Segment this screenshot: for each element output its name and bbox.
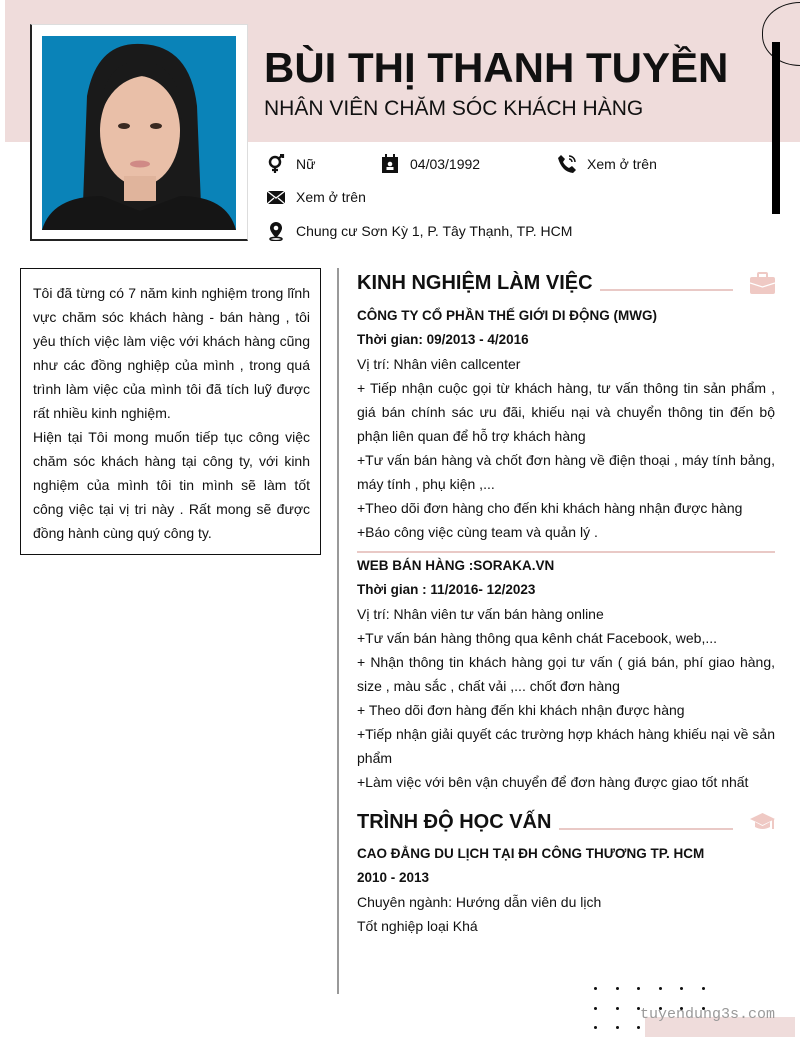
job-line: + Nhận thông tin khách hàng gọi tư vấn ( giá bán, phí giao hàng, size , màu sắc , chất vải ,... chốt đơn hàng xyxy=(357,654,775,694)
heading-rule xyxy=(600,289,733,291)
gender-icon xyxy=(266,154,286,174)
decor-dot xyxy=(616,1026,619,1029)
summary-paragraph: Hiện tại Tôi mong muốn tiếp tục công việc chăm sóc khách hàng tại công ty, với kinh nghiệm của mình tôi tin mình sẽ làm tốt công việc tại vị tri này . Rất mong sẽ được đồng hành cùng quý công ty. xyxy=(33,429,310,541)
study-years: 2010 - 2013 xyxy=(357,870,430,885)
job-line: Vị trí: Nhân viên callcenter xyxy=(357,356,521,372)
decor-dot xyxy=(702,987,705,990)
job-line: +Làm việc với bên vận chuyển để đơn hàng được giao tốt nhất xyxy=(357,774,749,790)
phone-row xyxy=(557,154,657,174)
email-value: Xem ở trên xyxy=(296,189,366,205)
job-line: + Tiếp nhận cuộc gọi từ khách hàng, tư vấn thông tin sản phẩm , giá bán chính sác ưu đãi, khiếu nại và chuyển thông tin đến bộ phận liên quan để hỗ trợ khách hàng xyxy=(357,380,775,444)
job-line: +Báo công việc cùng team và quản lý . xyxy=(357,524,598,540)
decor-dot xyxy=(616,987,619,990)
birthday-value: 04/03/1992 xyxy=(410,156,481,172)
location-pin-icon xyxy=(266,221,286,241)
summary-paragraph: Tôi đã từng có 7 năm kinh nghiệm trong lĩnh vực chăm sóc khách hàng - bán hàng , tôi yêu thích việc làm việc với khách hàng cũng như các đồng nghiệp của mình , trong quá trình làm việc của mình tôi đã tích luỹ được rất nhiều kinh nghiệm. xyxy=(33,285,310,421)
decor-dot xyxy=(659,987,662,990)
grade: Tốt nghiệp loại Khá xyxy=(357,918,478,934)
job-line: +Tư vấn bán hàng thông qua kênh chát Facebook, web,... xyxy=(357,630,718,646)
job-line: +Tư vấn bán hàng và chốt đơn hàng về điện thoại , máy tính bảng, máy tính , phụ kiện ,... xyxy=(357,452,775,492)
job-line: Vị trí: Nhân viên tư vấn bán hàng online xyxy=(357,606,604,622)
address-value: Chung cư Sơn Kỳ 1, P. Tây Thạnh, TP. HCM xyxy=(296,223,573,239)
summary-box xyxy=(20,268,321,555)
watermark: tuyendung3s.com xyxy=(640,1006,776,1023)
envelope-icon xyxy=(266,187,286,207)
address-row xyxy=(266,221,572,241)
decor-dot xyxy=(594,1007,597,1010)
job-separator xyxy=(357,551,775,553)
decor-dot xyxy=(637,1026,640,1029)
calendar-icon xyxy=(380,154,400,174)
job-entry xyxy=(357,304,775,544)
job-time: Thời gian : 11/2016- 12/2023 xyxy=(357,582,536,597)
column-divider xyxy=(337,268,339,994)
gender-row xyxy=(266,154,315,174)
phone-value: Xem ở trên xyxy=(587,156,657,172)
job-company: WEB BÁN HÀNG :SORAKA.VN xyxy=(357,558,555,573)
decor-bar xyxy=(772,42,780,214)
birthday-row xyxy=(380,154,480,174)
briefcase-icon xyxy=(750,272,775,294)
job-company: CÔNG TY CỔ PHẦN THẾ GIỚI DI ĐỘNG (MWG) xyxy=(357,308,658,323)
school-name: CAO ĐẲNG DU LỊCH TẠI ĐH CÔNG THƯƠNG TP. HCM xyxy=(357,846,705,861)
candidate-name: BÙI THỊ THANH TUYỀN xyxy=(264,44,729,91)
decor-dot xyxy=(616,1007,619,1010)
decor-dot xyxy=(637,987,640,990)
heading-rule xyxy=(559,828,733,830)
phone-icon xyxy=(557,154,577,174)
job-title: NHÂN VIÊN CHĂM SÓC KHÁCH HÀNG xyxy=(264,97,644,120)
job-line: +Theo dõi đơn hàng cho đến khi khách hàng nhận được hàng xyxy=(357,500,743,516)
decor-dot xyxy=(594,1026,597,1029)
profile-photo xyxy=(42,36,236,230)
email-row xyxy=(266,187,366,207)
job-time: Thời gian: 09/2013 - 4/2016 xyxy=(357,332,529,347)
experience-heading: KINH NGHIỆM LÀM VIỆC xyxy=(357,272,593,294)
decor-dot xyxy=(594,987,597,990)
job-entry xyxy=(357,554,775,794)
major: Chuyên ngành: Hướng dẫn viên du lịch xyxy=(357,894,602,910)
job-line: +Tiếp nhận giải quyết các trường hợp khách hàng khiếu nại về sản phẩm xyxy=(357,726,775,766)
education-entry xyxy=(357,842,775,938)
decor-dot xyxy=(680,987,683,990)
job-line: + Theo dõi đơn hàng đến khi khách nhận được hàng xyxy=(357,702,685,718)
graduation-cap-icon xyxy=(750,812,775,832)
education-heading: TRÌNH ĐỘ HỌC VẤN xyxy=(357,811,552,833)
gender-value: Nữ xyxy=(296,156,316,172)
